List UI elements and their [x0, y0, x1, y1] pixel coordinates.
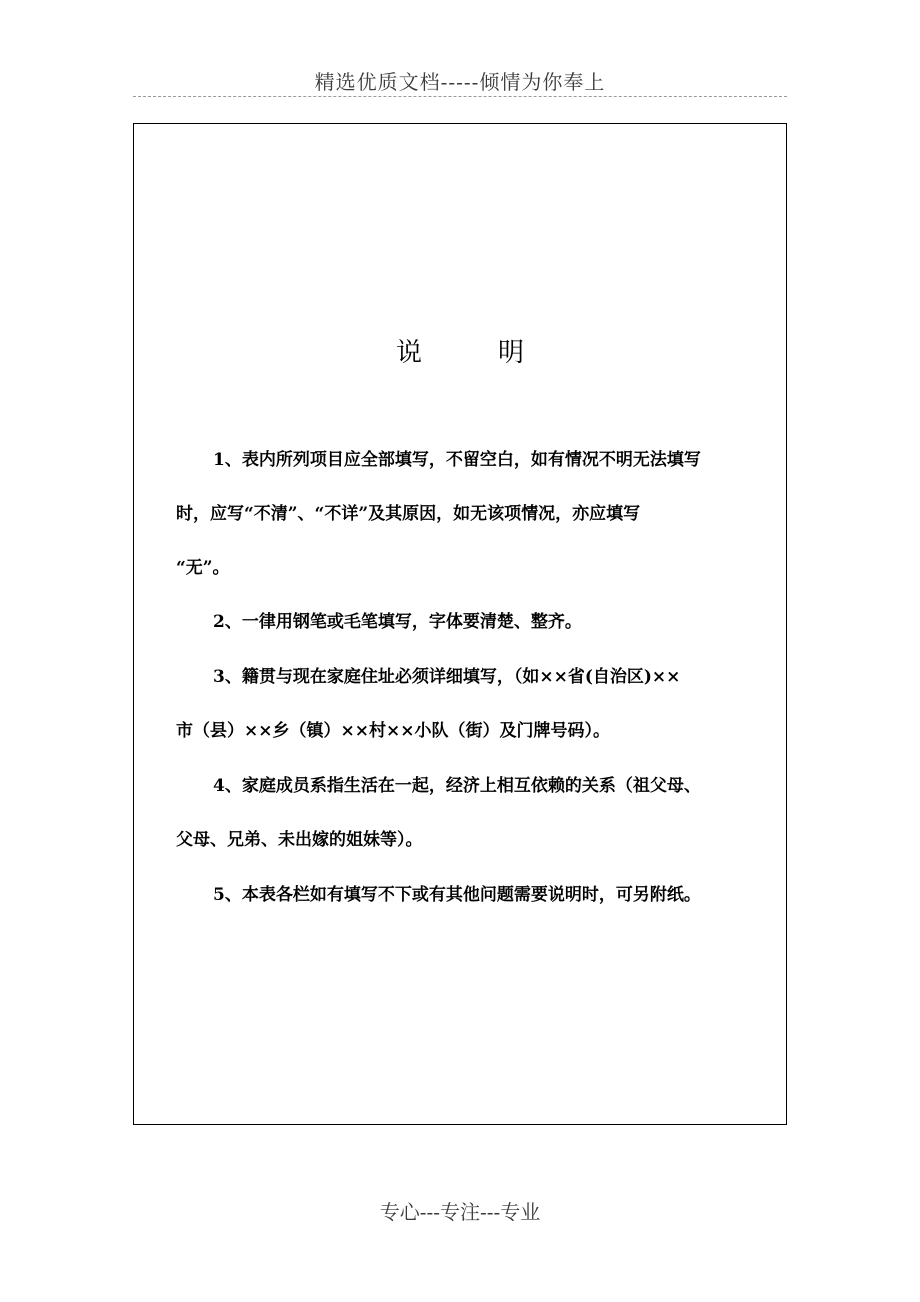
instruction-line: “无”。	[176, 558, 230, 578]
title-char-right: 明	[498, 338, 525, 368]
instruction-line: 2、一律用钢笔或毛笔填写，字体要清楚、整齐。	[213, 612, 582, 632]
instruction-line: 3、籍贯与现在家庭住址必须详细填写，（如××省(自治区)××	[213, 667, 681, 687]
instruction-line: 市（县）××乡（镇）××村××小队（街）及门牌号码）。	[176, 721, 610, 741]
instruction-line: 4、家庭成员系指生活在一起，经济上相互依赖的关系（祖父母、	[213, 776, 701, 796]
document-title	[0, 332, 920, 369]
page-footer: 专心---专注---专业	[379, 1200, 541, 1224]
page-header: 精选优质文档-----倾情为你奉上	[314, 70, 606, 94]
instruction-line: 时，应写“不清”、“不详”及其原因，如无该项情况，亦应填写	[176, 504, 641, 524]
instruction-line: 1、表内所列项目应全部填写，不留空白，如有情况不明无法填写	[213, 450, 701, 470]
instruction-line: 5、本表各栏如有填写不下或有其他问题需要说明时，可另附纸。	[213, 885, 701, 905]
instruction-line: 父母、兄弟、未出嫁的姐妹等）。	[176, 830, 423, 850]
header-divider	[133, 96, 787, 97]
title-char-left: 说	[395, 338, 422, 368]
